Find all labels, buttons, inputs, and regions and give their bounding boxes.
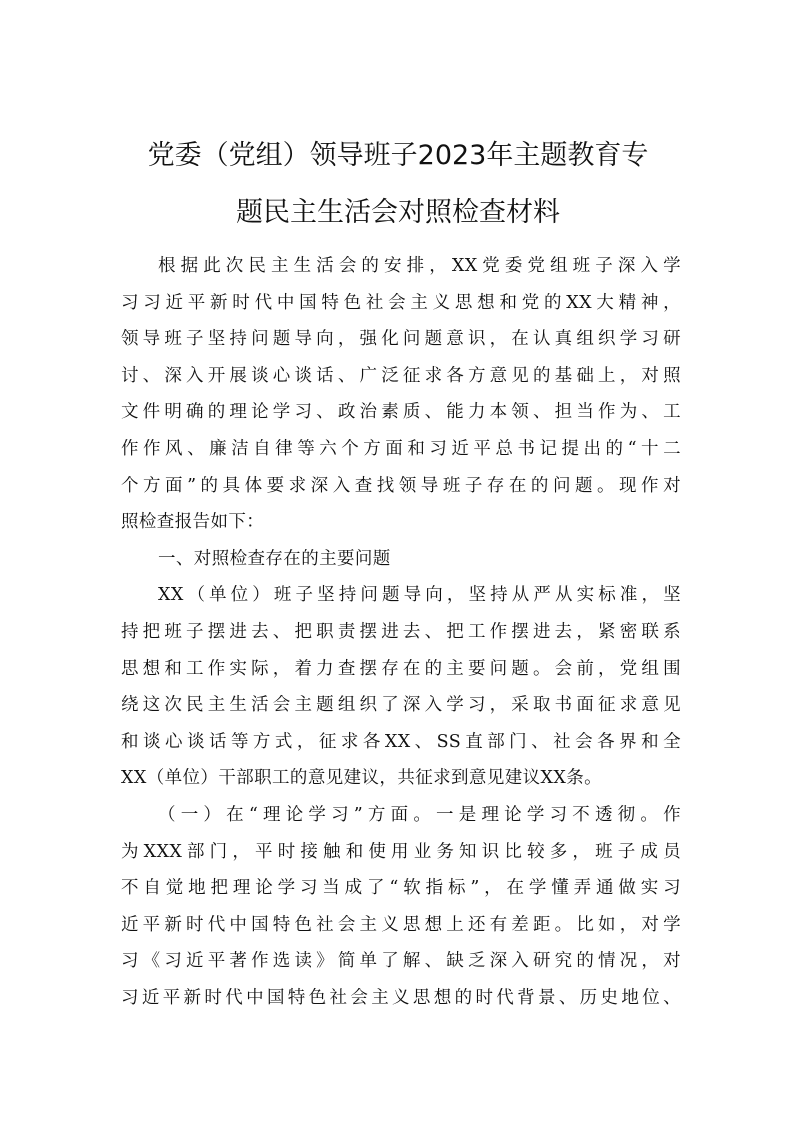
text-line: 作作风、廉洁自律等六个方面和习近平总书记提出的“十二 [121,438,681,459]
paragraph-theory-study [121,797,681,1017]
text-line: 持把班子摆进去、把职责摆进去、把工作摆进去，紧密联系 [121,621,681,642]
text-line: 根据此次民主生活会的安排，XX党委党组班子深入学 [158,256,681,276]
text-line: 近平新时代中国特色社会主义思想上还有差距。比如，对学 [121,914,681,935]
text-line: 文件明确的理论学习、政治素质、能力本领、担当作为、工 [121,402,681,423]
document-body [121,248,681,1016]
text-line: 习近平新时代中国特色社会主义思想的时代背景、历史地位、 [121,987,681,1008]
text-line: 为XXX部门，平时接触和使用业务知识比较多，班子成员 [121,841,681,862]
text-line: 不自觉地把理论学习当成了“软指标”，在学懂弄通做实习 [121,878,681,899]
text-line: 和谈心谈话等方式，征求各XX、SS直部门、社会各界和全 [121,731,681,752]
text-line: 绕这次民主生活会主题组织了深入学习，采取书面征求意见 [121,695,681,716]
text-line: 个方面”的具体要求深入查找领导班子存在的问题。现作对 [121,475,681,496]
text-line: 讨、深入开展谈心谈话、广泛征求各方意见的基础上，对照 [121,365,681,386]
document-title-line-1: 党委（党组）领导班子2023年主题教育专 [147,140,649,171]
text-line: 习《习近平著作选读》简单了解、缺乏深入研究的情况，对 [121,951,681,972]
document-title-line-2: 题民主生活会对照检查材料 [236,197,560,228]
paragraph-problems-overview [121,577,681,797]
paragraph-intro [121,248,681,541]
text-line: 思想和工作实际，着力查摆存在的主要问题。会前，党组围 [121,658,681,679]
text-line: XX（单位）班子坚持问题导向，坚持从严从实标准，坚 [158,585,681,606]
text-line: 习习近平新时代中国特色社会主义思想和党的XX大精神， [121,292,681,313]
text-line: 照检查报告如下： [121,512,265,533]
text-line: （一）在“理论学习”方面。一是理论学习不透彻。作 [158,804,681,825]
text-line: 领导班子坚持问题导向，强化问题意识，在认真组织学习研 [121,329,681,350]
section-heading: 一、对照检查存在的主要问题 [158,548,391,569]
text-line: XX（单位）干部职工的意见建议，共征求到意见建议XX条。 [121,768,603,789]
